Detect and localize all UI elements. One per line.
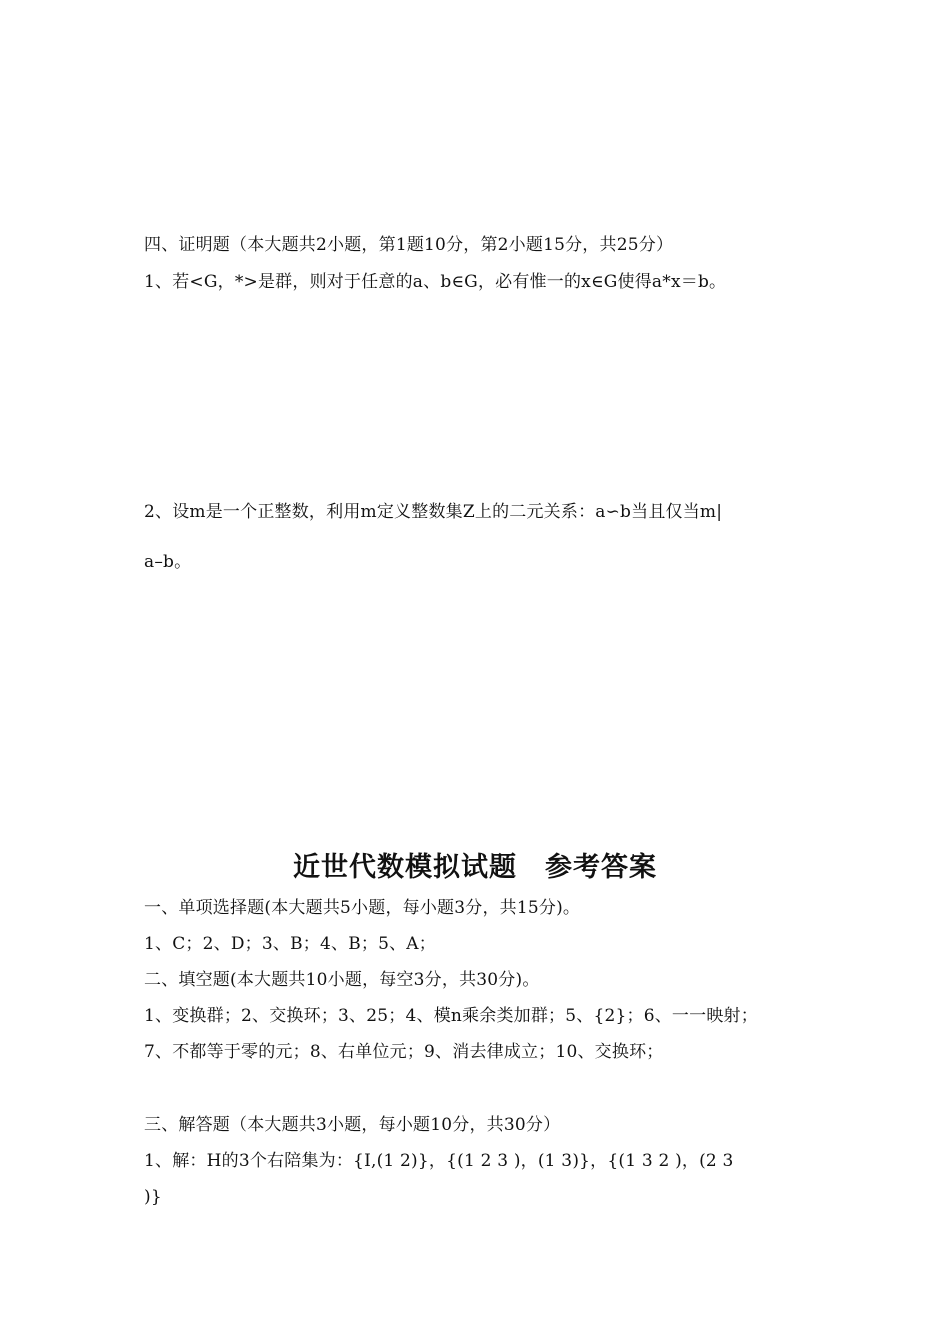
choice-section-answers: 1、C；2、D；3、B；4、B；5、A； (144, 934, 436, 954)
choice-section-heading: 一、单项选择题(本大题共5小题，每小题3分，共15分)。 (144, 898, 581, 918)
answer-key-title: 近世代数模拟试题 参考答案 (293, 852, 657, 883)
fill-section-answers-line-2: 7、不都等于零的元；8、右单位元；9、消去律成立；10、交换环； (144, 1042, 664, 1062)
proof-section-heading: 四、证明题（本大题共2小题，第1题10分，第2小题15分，共25分） (144, 235, 674, 255)
proof-question-1: 1、若<G，*>是群，则对于任意的a、b∈G，必有惟一的x∈G使得a*x＝b。 (144, 272, 727, 292)
solution-question-1-line-2: )} (144, 1187, 162, 1207)
fill-section-heading: 二、填空题(本大题共10小题，每空3分，共30分)。 (144, 970, 540, 990)
proof-question-2-line-1: 2、设m是一个正整数，利用m定义整数集Z上的二元关系：a∽b当且仅当m| (144, 502, 723, 522)
solution-question-1-line-1: 1、解：H的3个右陪集为：{I,(1 2)}，{(1 2 3 )，(1 3)}，{(1 3 2 )，(2 3 (144, 1151, 734, 1171)
solution-section-heading: 三、解答题（本大题共3小题，每小题10分，共30分） (144, 1115, 561, 1135)
proof-question-2-line-2: a–b。 (144, 552, 192, 572)
fill-section-answers-line-1: 1、变换群；2、交换环；3、25；4、模n乘余类加群；5、{2}；6、一一映射； (144, 1006, 758, 1026)
